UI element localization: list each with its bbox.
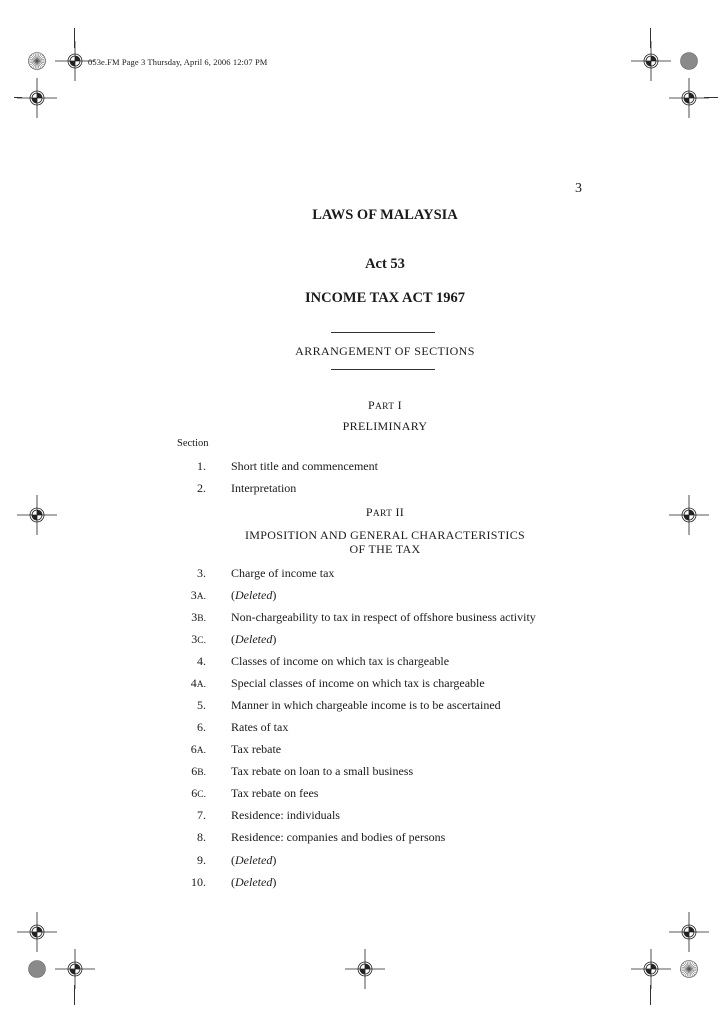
section-number: 10. [191, 875, 206, 889]
part-1-label: PART I [368, 398, 402, 412]
section-number: 8. [197, 830, 206, 844]
registration-mark-icon [669, 912, 709, 952]
section-title: (Deleted) [231, 875, 277, 889]
crop-mark [74, 985, 75, 1005]
section-title: Rates of tax [231, 720, 289, 734]
section-number: 9. [197, 853, 206, 867]
registration-mark-icon [17, 78, 57, 118]
section-title: Non-chargeability to tax in respect of offshore business activity [231, 610, 536, 624]
section-number: 7. [197, 808, 206, 822]
section-number: 4A. [190, 676, 206, 690]
section-title: Interpretation [231, 481, 297, 495]
part-1-heading: PRELIMINARY [342, 419, 428, 433]
section-title: Special classes of income on which tax is chargeable [231, 676, 485, 690]
registration-mark-icon [669, 495, 709, 535]
section-row [170, 698, 570, 714]
section-number: 2. [197, 481, 206, 495]
section-number: 3C. [191, 632, 206, 646]
section-column-label: Section [177, 438, 209, 449]
starburst-target-icon [27, 51, 47, 71]
section-row [170, 764, 570, 780]
section-row [170, 566, 570, 582]
section-number: 3B. [191, 610, 206, 624]
registration-mark-icon [631, 41, 671, 81]
section-row [170, 632, 570, 648]
part-2-heading-line-2: OF THE TAX [349, 542, 421, 556]
section-title: (Deleted) [231, 632, 277, 646]
registration-mark-icon [17, 912, 57, 952]
section-title: Charge of income tax [231, 566, 335, 580]
section-row [170, 610, 570, 626]
section-row [170, 676, 570, 692]
registration-mark-icon [17, 495, 57, 535]
registration-mark-icon [55, 949, 95, 989]
color-patch-icon [679, 51, 699, 71]
section-number: 3A. [190, 588, 206, 602]
section-row [170, 654, 570, 670]
page-number: 3 [575, 181, 582, 196]
section-title: Tax rebate on loan to a small business [231, 764, 414, 778]
crop-mark [650, 28, 651, 48]
section-row [170, 481, 570, 497]
section-number: 6C. [191, 786, 206, 800]
section-title: Tax rebate [231, 742, 282, 756]
crop-mark [14, 97, 22, 98]
document-title: LAWS OF MALAYSIA [312, 207, 458, 223]
section-row [170, 720, 570, 736]
crop-mark [74, 28, 75, 48]
registration-mark-icon [669, 78, 709, 118]
color-patch-icon [27, 959, 47, 979]
rule-above-arrangement [331, 332, 435, 333]
section-row [170, 853, 570, 869]
section-number: 1. [197, 459, 206, 473]
section-row [170, 875, 570, 891]
part-2-label: PART II [365, 505, 405, 519]
section-number: 6B. [191, 764, 206, 778]
section-title: Residence: individuals [231, 808, 340, 822]
section-title: Classes of income on which tax is chargeable [231, 654, 450, 668]
rule-below-arrangement [331, 369, 435, 370]
section-title: Manner in which chargeable income is to be ascertained [231, 698, 501, 712]
section-number: 3. [197, 566, 206, 580]
section-row [170, 588, 570, 604]
section-row [170, 742, 570, 758]
section-row [170, 808, 570, 824]
registration-mark-icon [55, 41, 95, 81]
registration-mark-icon [345, 949, 385, 989]
section-row [170, 830, 570, 846]
part-2-heading-line-1: IMPOSITION AND GENERAL CHARACTERISTICS [245, 528, 525, 542]
registration-mark-icon [631, 949, 671, 989]
crop-mark [650, 985, 651, 1005]
section-number: 5. [197, 698, 206, 712]
section-row [170, 459, 570, 475]
act-title: INCOME TAX ACT 1967 [305, 290, 465, 306]
section-number: 6A. [190, 742, 206, 756]
section-row [170, 786, 570, 802]
section-title: Short title and commencement [231, 459, 378, 473]
arrangement-heading: ARRANGEMENT OF SECTIONS [295, 344, 475, 358]
act-number: Act 53 [365, 256, 405, 272]
starburst-target-icon [679, 959, 699, 979]
section-title: Tax rebate on fees [231, 786, 319, 800]
print-header: 053e.FM Page 3 Thursday, April 6, 2006 12:07 PM [88, 57, 268, 67]
section-title: Residence: companies and bodies of persons [231, 830, 446, 844]
section-number: 6. [197, 720, 206, 734]
section-title: (Deleted) [231, 853, 277, 867]
section-number: 4. [197, 654, 206, 668]
crop-mark [704, 97, 718, 98]
section-title: (Deleted) [231, 588, 277, 602]
